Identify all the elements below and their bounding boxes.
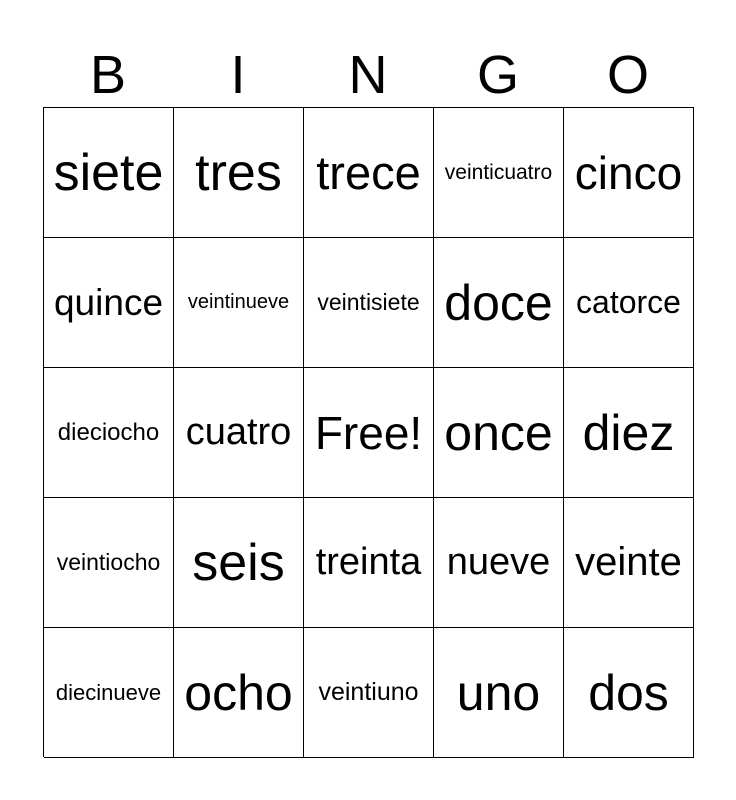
bingo-board — [43, 107, 694, 757]
header-letter-b: B — [89, 45, 127, 105]
header-letter-n: N — [348, 45, 388, 105]
header-letter-o: O — [606, 45, 649, 105]
bingo-cell[interactable]: quince — [44, 238, 174, 368]
bingo-cell[interactable]: trece — [304, 108, 434, 238]
bingo-cell[interactable]: ocho — [174, 628, 304, 758]
bingo-cell[interactable]: veintiocho — [44, 498, 174, 628]
bingo-cell[interactable]: veinte — [564, 498, 694, 628]
bingo-cell[interactable]: siete — [44, 108, 174, 238]
bingo-cell[interactable]: cinco — [564, 108, 694, 238]
bingo-header — [43, 42, 693, 108]
header-letter-i: I — [230, 45, 246, 105]
bingo-cell[interactable]: diecinueve — [44, 628, 174, 758]
bingo-cell[interactable]: catorce — [564, 238, 694, 368]
bingo-cell[interactable]: treinta — [304, 498, 434, 628]
bingo-cell[interactable]: uno — [434, 628, 564, 758]
bingo-cell[interactable]: veinticuatro — [434, 108, 564, 238]
bingo-cell[interactable]: dos — [564, 628, 694, 758]
bingo-cell[interactable]: cuatro — [174, 368, 304, 498]
bingo-cell[interactable]: seis — [174, 498, 304, 628]
bingo-cell[interactable]: doce — [434, 238, 564, 368]
bingo-cell[interactable]: once — [434, 368, 564, 498]
bingo-cell[interactable]: tres — [174, 108, 304, 238]
bingo-cell[interactable]: diez — [564, 368, 694, 498]
bingo-cell[interactable]: veintisiete — [304, 238, 434, 368]
bingo-cell[interactable]: nueve — [434, 498, 564, 628]
bingo-cell[interactable]: dieciocho — [44, 368, 174, 498]
bingo-cell[interactable]: veintiuno — [304, 628, 434, 758]
free-space-cell[interactable]: Free! — [304, 368, 434, 498]
header-letter-g: G — [476, 45, 519, 105]
bingo-cell[interactable]: veintinueve — [174, 238, 304, 368]
